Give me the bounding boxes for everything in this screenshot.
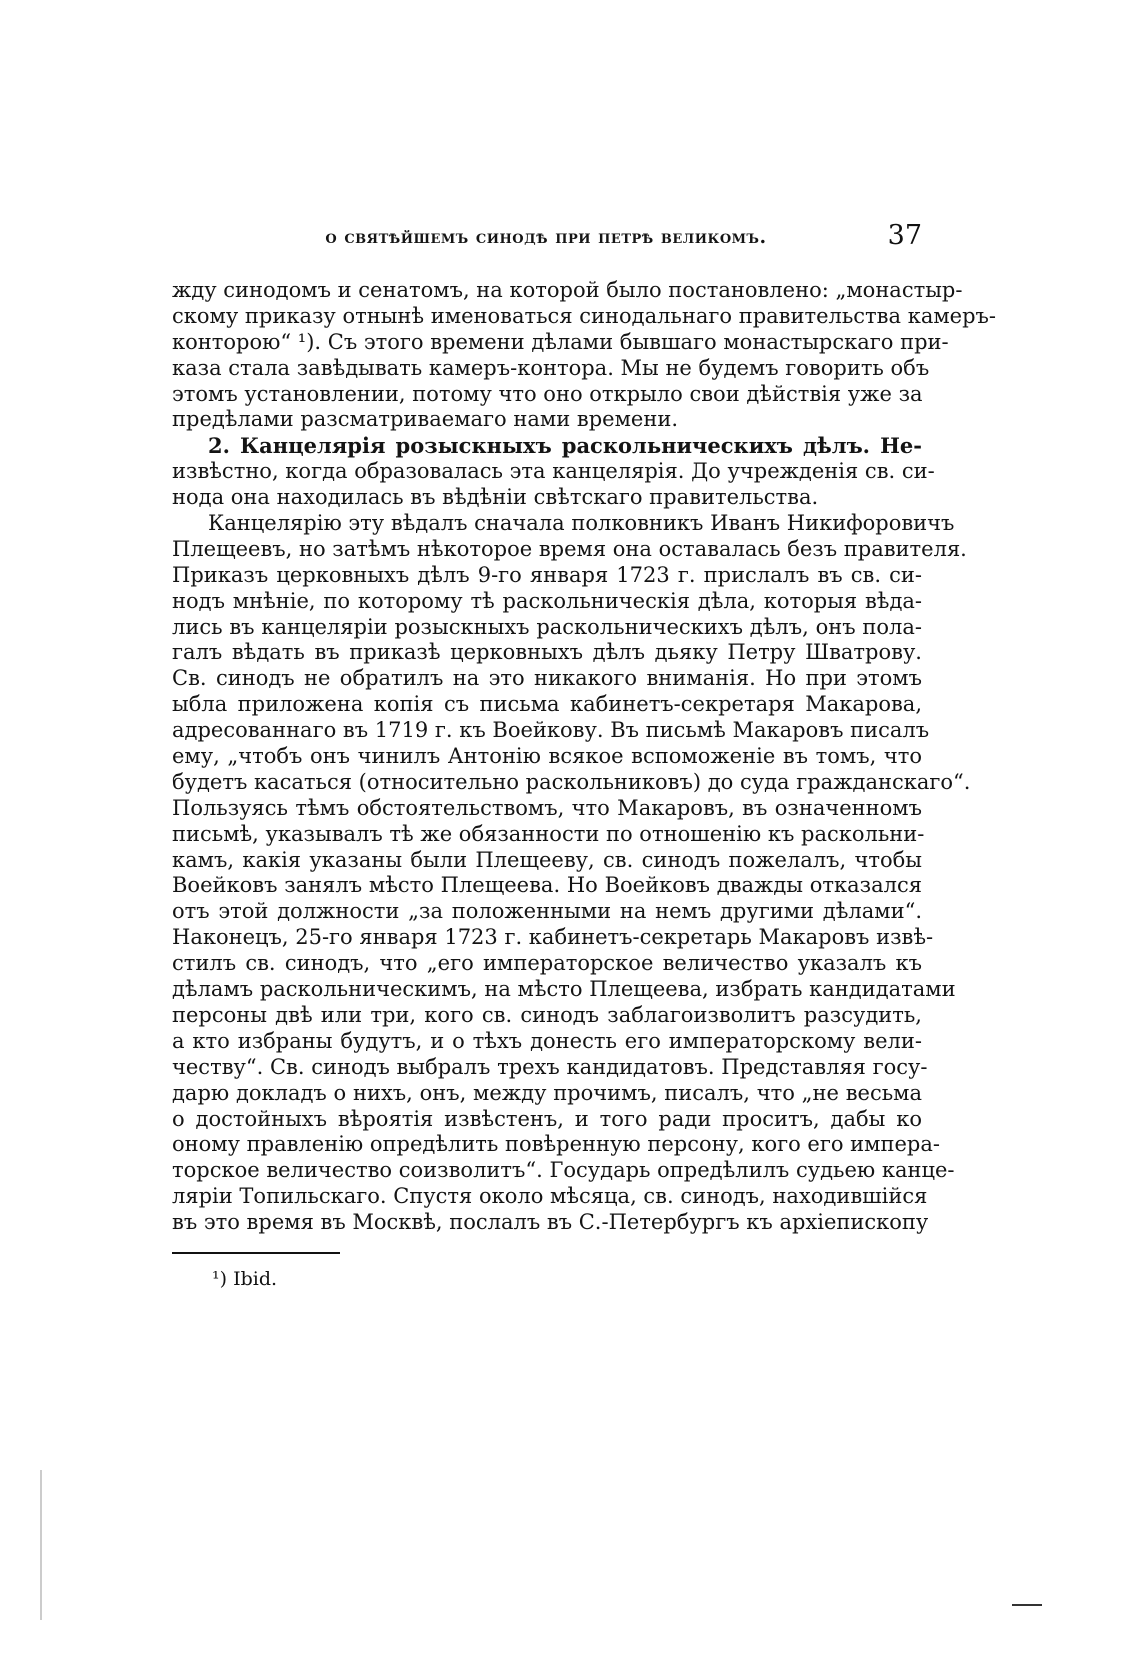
page-header <box>170 222 922 258</box>
text-line: лись въ канцеляріи розыскныхъ раскольническихъ дѣлъ, онъ пола- <box>172 614 922 639</box>
text-line: дѣламъ раскольническимъ, на мѣсто Плещеева, избрать кандидатами <box>172 977 956 1002</box>
text-line: въ это время въ Москвѣ, послалъ въ С.-Петербургъ къ архіепископу <box>172 1210 929 1235</box>
text-line: письмѣ, указывалъ тѣ же обязанности по отношенію къ раскольни- <box>172 821 925 846</box>
text-line: скому приказу отнынѣ именоваться синодальнаго правительства камеръ- <box>172 303 997 328</box>
text-line: персоны двѣ или три, кого св. синодъ заблагоизволитъ разсудить, <box>172 1002 922 1027</box>
scan-edge-mark <box>40 1470 42 1620</box>
running-head: о святѣйшемъ синодѣ при петрѣ великомъ. <box>325 226 767 248</box>
text-line: нода она находилась въ вѣдѣніи свѣтскаго правительства. <box>172 485 819 510</box>
text-line: жду синодомъ и сенатомъ, на которой было постановлено: „монастыр- <box>172 278 963 302</box>
text-line: этомъ установлении, потому что оно открыло свои дѣйствія уже за <box>172 381 923 406</box>
text-line: ляріи Топильскаго. Спустя около мѣсяца, св. синодъ, находившійся <box>172 1184 928 1209</box>
body-text <box>172 278 997 1236</box>
text-line: камъ, какія указаны были Плещееву, св. синодъ пожелалъ, чтобы <box>172 847 922 872</box>
text-line: оному правленію опредѣлить повѣренную персону, кого его импера- <box>172 1132 940 1157</box>
footnote <box>212 1268 277 1290</box>
footnote-marker: ¹) <box>212 1268 228 1290</box>
text-line: Воейковъ занялъ мѣсто Плещеева. Но Воейковъ дважды отказался <box>172 873 922 898</box>
section-heading-line: 2. Канцелярія розыскныхъ раскольническихъ дѣлъ. Не- <box>208 433 922 459</box>
text-line: галъ вѣдать въ приказѣ церковныхъ дѣлъ дьяку Петру Шватрову. <box>172 640 922 665</box>
text-line: каза стала завѣдывать камеръ-контора. Мы не будемъ говорить объ <box>172 355 930 380</box>
text-line: дарю докладъ о нихъ, онъ, между прочимъ, писалъ, что „не весьма <box>172 1080 922 1105</box>
footnote-divider <box>172 1252 340 1254</box>
text-line: ему, „чтобъ онъ чинилъ Антонію всякое вспоможеніе въ томъ, что <box>172 744 922 769</box>
text-line: Св. синодъ не обратилъ на это никакого вниманія. Но при этомъ <box>172 666 922 691</box>
text-line: о достойныхъ вѣроятія извѣстенъ, и того ради проситъ, дабы ко <box>172 1106 922 1131</box>
text-line: ыбла приложена копія съ письма кабинетъ-секретаря Макарова, <box>172 692 922 717</box>
text-line: стилъ св. синодъ, что „его императорское величество указалъ къ <box>172 951 922 976</box>
text-line: нодъ мнѣніе, по которому тѣ раскольническія дѣла, которыя вѣда- <box>172 588 922 613</box>
page-number: 37 <box>887 220 922 251</box>
text-line: будетъ касаться (относительно раскольниковъ) до суда гражданскаго“. <box>172 769 971 794</box>
text-line: Канцелярію эту вѣдалъ сначала полковникъ Иванъ Никифоровичъ <box>208 511 955 536</box>
text-line: Пользуясь тѣмъ обстоятельствомъ, что Макаровъ, въ означенномъ <box>172 795 922 820</box>
text-line: Плещеевъ, но затѣмъ нѣкоторое время она оставалась безъ правителя. <box>172 536 967 561</box>
text-line: торское величество соизволитъ“. Государь опредѣлилъ судьею канце- <box>172 1158 955 1183</box>
text-line: а кто избраны будутъ, и о тѣхъ донесть его императорскому вели- <box>172 1028 922 1053</box>
text-line: предѣлами разсматриваемаго нами времени. <box>172 407 679 432</box>
text-line: адресованнаго въ 1719 г. къ Воейкову. Въ письмѣ Макаровъ писалъ <box>172 718 930 743</box>
text-line: отъ этой должности „за положенными на немъ другими дѣлами“. <box>172 899 922 924</box>
footnote-text: Ibid. <box>233 1268 278 1290</box>
text-line: Приказъ церковныхъ дѣлъ 9-го января 1723 г. прислалъ въ св. си- <box>172 562 922 587</box>
text-line: конторою“ ¹). Съ этого времени дѣлами бывшаго монастырскаго при- <box>172 329 949 354</box>
text-line: извѣстно, когда образовалась эта канцелярія. До учрежденія св. си- <box>172 459 935 484</box>
scan-dash-mark <box>1012 1604 1042 1606</box>
text-line: честву“. Св. синодъ выбралъ трехъ кандидатовъ. Представляя госу- <box>172 1054 928 1079</box>
text-line: Наконецъ, 25-го января 1723 г. кабинетъ-секретарь Макаровъ извѣ- <box>172 925 934 950</box>
